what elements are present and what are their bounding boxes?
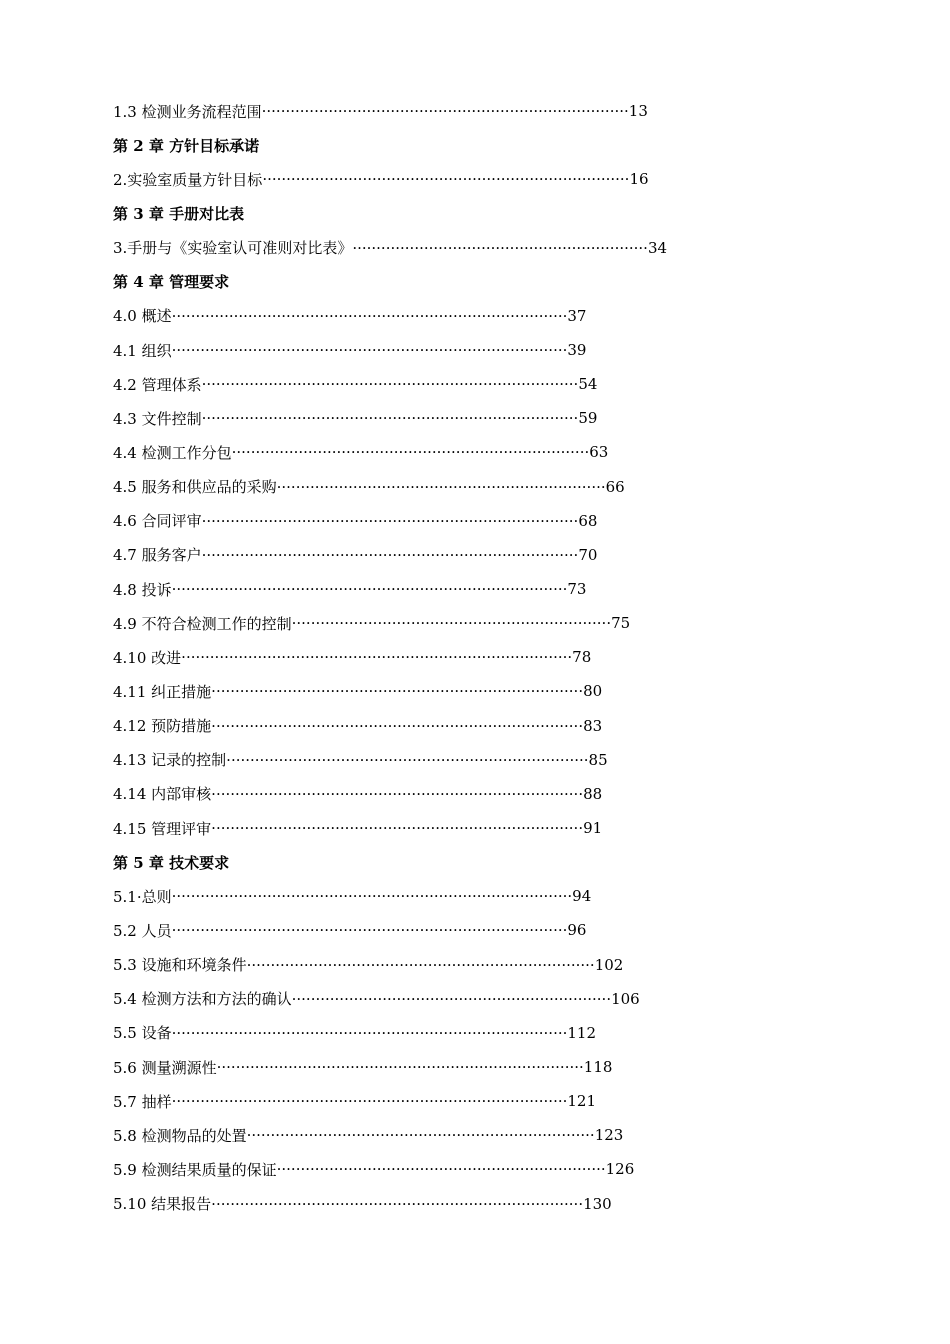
entry-title: 4.11 纠正措施: [113, 682, 212, 701]
page-number: 126: [605, 1160, 635, 1179]
toc-entry: [113, 777, 813, 811]
page-number: 63: [589, 443, 609, 462]
dot-leader: ···································································: [291, 614, 612, 633]
page-number: 112: [567, 1023, 597, 1042]
toc-entry: [113, 948, 813, 982]
page-number: 123: [594, 1126, 624, 1145]
dot-leader: ······························································: [352, 238, 648, 257]
toc-entry: [113, 162, 813, 196]
toc-chapter-heading: [113, 128, 813, 162]
page-number: 34: [647, 238, 668, 257]
entry-title: 4.10 改进: [113, 648, 182, 667]
dot-leader: ···············································································: [201, 375, 579, 394]
toc-entry: [113, 470, 813, 504]
dot-leader: ·········································································: [246, 1126, 595, 1145]
dot-leader: ···················································································: [171, 306, 568, 325]
toc-entry: [113, 401, 813, 435]
dot-leader: ····················································································: [171, 887, 573, 906]
toc-entry: [113, 538, 813, 572]
page-number: 16: [629, 170, 649, 189]
toc-entry: [113, 299, 813, 333]
dot-leader: ·····································································: [276, 477, 606, 496]
dot-leader: ·············································································: [262, 170, 630, 189]
page-number: 83: [583, 716, 603, 735]
dot-leader: ·········································································: [246, 955, 595, 974]
toc-entry: [113, 572, 813, 606]
entry-title: 5.3 设施和环境条件: [113, 956, 247, 975]
entry-title: 5.4 检测方法和方法的确认: [113, 990, 292, 1009]
page-number: 54: [578, 375, 598, 394]
entry-title: 4.6 合同评审: [113, 512, 202, 531]
toc-entry: [113, 1016, 813, 1050]
toc-entry: [113, 1050, 813, 1084]
dot-leader: ··············································································: [211, 1194, 584, 1213]
dot-leader: ···················································································: [171, 1092, 568, 1111]
page-number: 80: [583, 682, 603, 701]
entry-title: 5.8 检测物品的处置: [113, 1126, 247, 1145]
entry-title: 4.7 服务客户: [113, 546, 202, 565]
toc-entry: [113, 1118, 813, 1152]
toc-entry: [113, 1187, 813, 1221]
dot-leader: ·············································································: [261, 102, 629, 121]
entry-title: 5.9 检测结果质量的保证: [113, 1160, 277, 1179]
page-number: 96: [567, 921, 587, 940]
entry-title: 5.1·总则: [113, 887, 172, 906]
dot-leader: ···············································································: [201, 545, 579, 564]
page-number: 66: [605, 477, 625, 496]
entry-title: 1.3 检测业务流程范围: [113, 102, 262, 121]
entry-title: 3.手册与《实验室认可准则对比表》: [113, 239, 353, 258]
entry-title: 5.7 抽样: [113, 1092, 172, 1111]
page-number: 73: [567, 580, 587, 599]
page-number: 91: [583, 819, 603, 838]
entry-title: 4.8 投诉: [113, 580, 172, 599]
toc-entry: [113, 367, 813, 401]
chapter-title: 第 2 章 方针目标承诺: [113, 136, 260, 155]
dot-leader: ···································································: [291, 989, 612, 1008]
dot-leader: ···················································································: [171, 1023, 568, 1042]
entry-title: 4.15 管理评审: [113, 819, 212, 838]
entry-title: 5.6 测量溯源性: [113, 1058, 217, 1077]
page-number: 94: [572, 887, 592, 906]
toc-entry: [113, 913, 813, 947]
page-number: 118: [583, 1058, 613, 1076]
chapter-title: 第 4 章 管理要求: [113, 273, 230, 292]
table-of-contents: [113, 94, 813, 1221]
entry-title: 4.12 预防措施: [113, 717, 212, 736]
toc-entry: [113, 1152, 813, 1186]
toc-entry: [113, 879, 813, 913]
page-number: 70: [578, 545, 598, 564]
page-number: 68: [578, 511, 598, 530]
page-number: 88: [583, 784, 603, 803]
dot-leader: ··················································································: [181, 648, 573, 667]
toc-entry: [113, 811, 813, 845]
dot-leader: ··············································································: [211, 784, 584, 803]
toc-entry: [113, 982, 813, 1016]
toc-entry: [113, 674, 813, 708]
dot-leader: ···················································································: [171, 580, 568, 599]
page-number: 85: [588, 750, 608, 769]
page-number: 39: [567, 341, 587, 360]
page-number: 37: [567, 306, 587, 325]
dot-leader: ············································································: [226, 750, 589, 769]
chapter-title: 第 3 章 手册对比表: [113, 204, 245, 223]
page-number: 130: [583, 1194, 612, 1213]
entry-title: 4.3 文件控制: [113, 409, 202, 428]
entry-title: 5.5 设备: [113, 1024, 172, 1043]
chapter-title: 第 5 章 技术要求: [113, 853, 230, 872]
page-number: 13: [628, 102, 648, 121]
dot-leader: ···············································································: [201, 511, 579, 530]
entry-title: 4.0 概述: [113, 307, 172, 326]
page-number: 75: [611, 614, 631, 633]
dot-leader: ··············································································: [211, 819, 584, 838]
dot-leader: ···············································································: [201, 409, 579, 428]
toc-entry: [113, 504, 813, 538]
toc-entry: [113, 333, 813, 367]
toc-entry: [113, 231, 813, 265]
entry-title: 4.4 检测工作分包: [113, 443, 232, 462]
toc-entry: [113, 435, 813, 469]
toc-chapter-heading: [113, 845, 813, 879]
page-number: 121: [567, 1092, 597, 1111]
entry-title: 4.2 管理体系: [113, 375, 202, 394]
toc-chapter-heading: [113, 265, 813, 299]
entry-title: 4.14 内部审核: [113, 785, 212, 804]
toc-entry: [113, 709, 813, 743]
entry-title: 4.9 不符合检测工作的控制: [113, 614, 292, 633]
page-number: 59: [578, 409, 598, 428]
dot-leader: ··············································································: [211, 682, 584, 701]
toc-entry: [113, 606, 813, 640]
dot-leader: ···················································································: [171, 921, 568, 940]
dot-leader: ·············································································: [216, 1058, 584, 1076]
toc-chapter-heading: [113, 196, 813, 230]
dot-leader: ··············································································: [211, 716, 584, 735]
toc-entry: [113, 1084, 813, 1118]
dot-leader: ·····································································: [276, 1160, 606, 1179]
entry-title: 4.1 组织: [113, 341, 172, 360]
entry-title: 5.2 人员: [113, 921, 172, 940]
page-number: 78: [572, 648, 592, 667]
entry-title: 2.实验室质量方针目标: [113, 170, 263, 189]
toc-entry: [113, 640, 813, 674]
entry-title: 5.10 结果报告: [113, 1195, 212, 1214]
page-number: 102: [594, 955, 624, 974]
entry-title: 4.5 服务和供应品的采购: [113, 478, 277, 497]
dot-leader: ···········································································: [231, 443, 590, 462]
toc-entry: [113, 743, 813, 777]
page-number: 106: [611, 989, 640, 1008]
toc-entry: [113, 94, 813, 128]
dot-leader: ···················································································: [171, 341, 568, 360]
entry-title: 4.13 记录的控制: [113, 751, 227, 770]
